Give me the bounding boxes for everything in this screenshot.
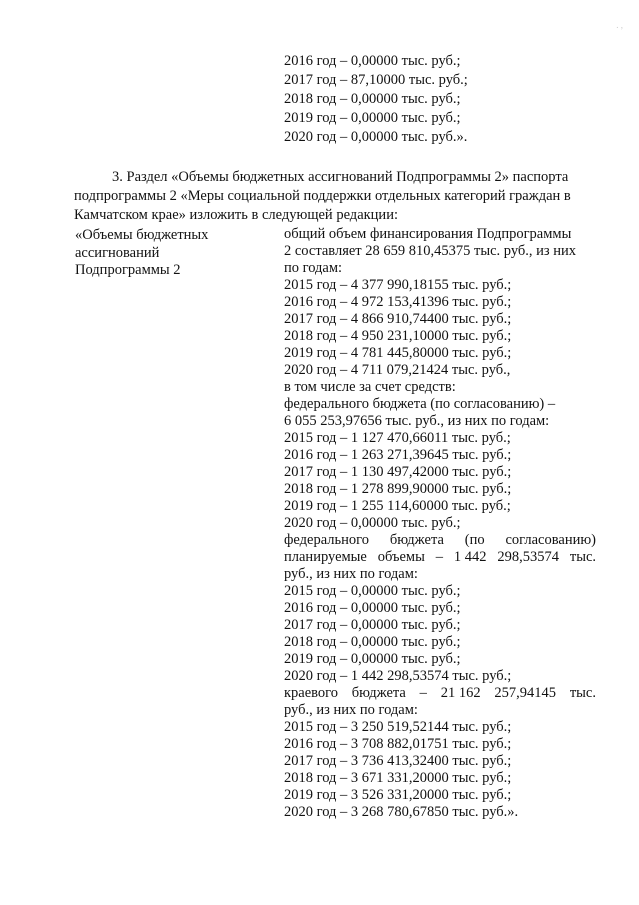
total-year-line: 2017 год – 4 866 910,74400 тыс. руб.;	[284, 311, 512, 327]
word: краевого	[284, 685, 338, 701]
regional-year-line: 2015 год – 3 250 519,52144 тыс. руб.;	[284, 719, 512, 735]
intro-line: общий объем финансирования Подпрограммы	[284, 226, 572, 242]
word: 1 442	[453, 549, 487, 565]
regional-year-line: 2019 год – 3 526 331,20000 тыс. руб.;	[284, 787, 512, 803]
label-line: Подпрограммы 2	[75, 262, 181, 278]
top-line: 2019 год – 0,00000 тыс. руб.;	[284, 110, 461, 126]
federal-year-line: 2015 год – 1 127 470,66011 тыс. руб.;	[284, 430, 511, 446]
federal-planned-line	[284, 532, 596, 549]
word: бюджета	[389, 532, 444, 548]
word: 257,94145	[494, 685, 557, 701]
total-year-line: 2018 год – 4 950 231,10000 тыс. руб.;	[284, 328, 512, 344]
word: федерального	[284, 532, 369, 548]
federal-planned-year-line: 2016 год – 0,00000 тыс. руб.;	[284, 600, 461, 616]
word: 298,53574	[497, 549, 559, 565]
federal-planned-year-line: 2020 год – 1 442 298,53574 тыс. руб.;	[284, 668, 512, 684]
federal-planned-year-line: 2015 год – 0,00000 тыс. руб.;	[284, 583, 461, 599]
top-line: 2017 год – 87,10000 тыс. руб.;	[284, 72, 468, 88]
regional-header-line	[284, 685, 596, 702]
paragraph-line: подпрограммы 2 «Меры социальной поддержки отдельных категорий граждан в	[74, 188, 571, 204]
federal-year-line: 2017 год – 1 130 497,42000 тыс. руб.;	[284, 464, 512, 480]
total-year-line: 2016 год – 4 972 153,41396 тыс. руб.;	[284, 294, 512, 310]
regional-year-line: 2016 год – 3 708 882,01751 тыс. руб.;	[284, 736, 512, 752]
top-line: 2020 год – 0,00000 тыс. руб.».	[284, 129, 468, 145]
total-year-line: 2019 год – 4 781 445,80000 тыс. руб.;	[284, 345, 512, 361]
left-label	[75, 227, 208, 280]
federal-header-line: федерального бюджета (по согласованию) –	[284, 396, 556, 412]
total-year-line: 2020 год – 4 711 079,21424 тыс. руб.,	[284, 362, 511, 378]
word: планируемые	[284, 549, 367, 565]
total-year-line: 2015 год – 4 377 990,18155 тыс. руб.;	[284, 277, 512, 293]
federal-planned-year-line: 2019 год – 0,00000 тыс. руб.;	[284, 651, 461, 667]
word: тыс.	[569, 549, 596, 565]
including-line: в том числе за счет средств:	[284, 379, 456, 395]
word: (по	[464, 532, 485, 548]
federal-planned-year-line: 2017 год – 0,00000 тыс. руб.;	[284, 617, 461, 633]
scan-mark: . ,	[616, 20, 623, 30]
regional-year-line: 2020 год – 3 268 780,67850 тыс. руб.».	[284, 804, 519, 820]
intro-line: по годам:	[284, 260, 343, 276]
section-paragraph	[74, 168, 571, 225]
paragraph-line: Камчатском крае» изложить в следующей редакции:	[74, 207, 398, 223]
federal-year-line: 2016 год – 1 263 271,39645 тыс. руб.;	[284, 447, 512, 463]
federal-planned-line: руб., из них по годам:	[284, 566, 418, 582]
word: 21 162	[440, 685, 481, 701]
label-line: «Объемы бюджетных	[75, 227, 209, 243]
top-line: 2018 год – 0,00000 тыс. руб.;	[284, 91, 461, 107]
federal-planned-year-line: 2018 год – 0,00000 тыс. руб.;	[284, 634, 461, 650]
word: объемы	[377, 549, 425, 565]
federal-header-line: 6 055 253,97656 тыс. руб., из них по годам:	[284, 413, 550, 429]
federal-year-line: 2019 год – 1 255 114,60000 тыс. руб.;	[284, 498, 511, 514]
word: тыс.	[569, 685, 596, 701]
federal-year-line: 2018 год – 1 278 899,90000 тыс. руб.;	[284, 481, 512, 497]
regional-header-line: руб., из них по годам:	[284, 702, 418, 718]
regional-year-line: 2017 год – 3 736 413,32400 тыс. руб.;	[284, 753, 512, 769]
top-line: 2016 год – 0,00000 тыс. руб.;	[284, 53, 461, 69]
intro-line: 2 составляет 28 659 810,45375 тыс. руб., из них	[284, 243, 577, 259]
label-line: ассигнований	[75, 244, 160, 261]
paragraph-line: 3. Раздел «Объемы бюджетных ассигнований Подпрограммы 2» паспорта	[112, 169, 569, 185]
regional-year-line: 2018 год – 3 671 331,20000 тыс. руб.;	[284, 770, 512, 786]
word: согласованию)	[505, 532, 596, 548]
word: бюджета	[351, 685, 406, 701]
federal-year-line: 2020 год – 0,00000 тыс. руб.;	[284, 515, 461, 531]
word: –	[435, 549, 443, 565]
word: –	[419, 685, 427, 701]
federal-planned-line	[284, 549, 596, 566]
